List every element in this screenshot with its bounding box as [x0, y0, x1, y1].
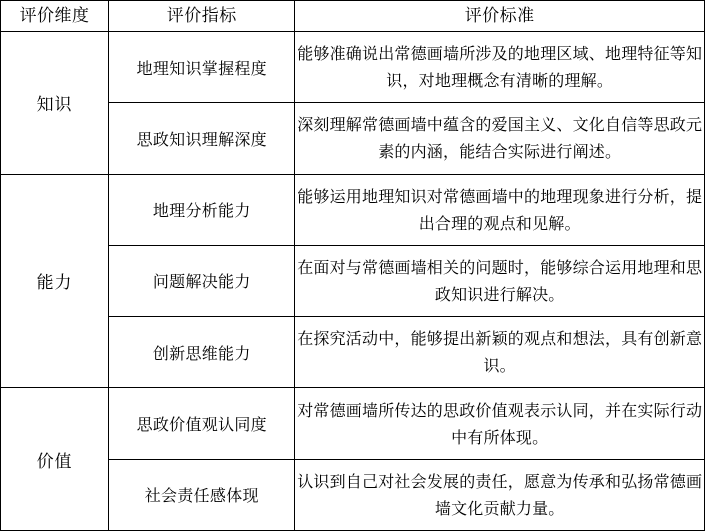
table-header-row [1, 1, 705, 32]
indicator-cell: 创新思维能力 [109, 317, 295, 388]
column-header-standard: 评价标准 [295, 1, 705, 32]
indicator-cell: 社会责任感体现 [109, 459, 295, 530]
standard-cell: 能够准确说出常德画墙所涉及的地理区域、地理特征等知识，对地理概念有清晰的理解。 [295, 32, 705, 103]
indicator-cell: 问题解决能力 [109, 245, 295, 316]
table-row [1, 388, 705, 459]
dimension-cell-ability: 能力 [1, 174, 109, 388]
indicator-cell: 地理知识掌握程度 [109, 32, 295, 103]
indicator-cell: 思政知识理解深度 [109, 103, 295, 174]
column-header-indicator: 评价指标 [109, 1, 295, 32]
standard-cell: 能够运用地理知识对常德画墙中的地理现象进行分析，提出合理的观点和见解。 [295, 174, 705, 245]
column-header-dimension: 评价维度 [1, 1, 109, 32]
dimension-cell-value: 价值 [1, 388, 109, 531]
indicator-cell: 思政价值观认同度 [109, 388, 295, 459]
standard-cell: 对常德画墙所传达的思政价值观表示认同，并在实际行动中有所体现。 [295, 388, 705, 459]
table-row [1, 32, 705, 103]
table-row [1, 174, 705, 245]
standard-cell: 在面对与常德画墙相关的问题时，能够综合运用地理和思政知识进行解决。 [295, 245, 705, 316]
standard-cell: 在探究活动中，能够提出新颖的观点和想法，具有创新意识。 [295, 317, 705, 388]
standard-cell: 深刻理解常德画墙中蕴含的爱国主义、文化自信等思政元素的内涵，能结合实际进行阐述。 [295, 103, 705, 174]
standard-cell: 认识到自己对社会发展的责任，愿意为传承和弘扬常德画墙文化贡献力量。 [295, 459, 705, 530]
dimension-cell-knowledge: 知识 [1, 32, 109, 175]
indicator-cell: 地理分析能力 [109, 174, 295, 245]
